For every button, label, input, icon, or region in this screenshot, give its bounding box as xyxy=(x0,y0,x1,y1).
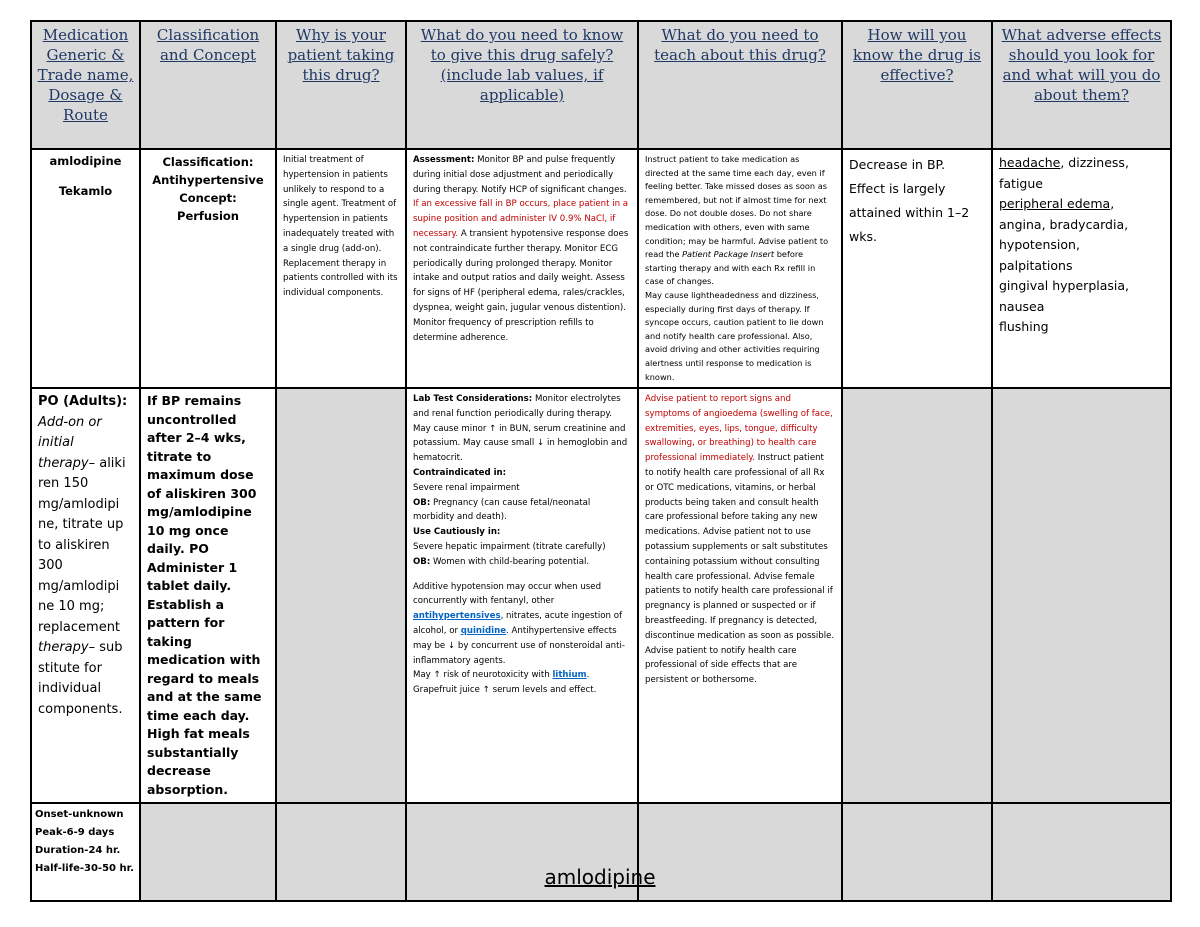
caution-label: Use Cautiously in: xyxy=(413,527,501,538)
cell-safety xyxy=(406,149,638,388)
interaction-text-2: , nitrates, acute ingestion of alcohol, or xyxy=(413,611,622,637)
assessment-text-3: Monitor frequency of prescription refills to determine adherence. xyxy=(413,317,594,343)
interaction-text-1: Additive hypotension may occur when used concurrently with fentanyl, other xyxy=(413,581,602,607)
row-dosage xyxy=(31,388,1171,803)
link-quinidine[interactable]: quinidine xyxy=(460,626,507,637)
angioedema-warning: Advise patient to report signs and symptoms of angioedema (swelling of face, extremities, eyes, lips, tongue, difficulty swallowing, or breathing) to health care professional immediately. xyxy=(645,394,833,464)
header-teaching: What do you need to teach about this drug? xyxy=(638,21,842,149)
why-text: Initial treatment of hypertension in patients unlikely to respond to a single agent. Treatment of hypertension in patients inadequately treated with a single drug (add-on). Replacement therapy in patients controlled with its individual components. xyxy=(283,155,398,299)
effective-text: Decrease in BP. Effect is largely attained within 1–2 wks. xyxy=(849,157,970,244)
halflife-text: Half-life-30-50 hr. xyxy=(35,863,134,875)
adverse-hypotension: hypotension, xyxy=(999,237,1080,252)
cell-empty xyxy=(276,388,406,803)
trade-name: Tekamlo xyxy=(58,184,113,198)
cell-empty xyxy=(842,388,992,803)
link-lithium[interactable]: lithium xyxy=(552,670,587,681)
medication-card-table xyxy=(30,20,1172,902)
caution-text: Severe hepatic impairment (titrate carefully) xyxy=(413,542,606,553)
cell-why xyxy=(276,149,406,388)
administration-text: PO Administer 1 tablet daily. Establish a pattern for taking medication with regard to meals and at the same time each day. High fat meals substantially decrease absorption. xyxy=(147,541,262,797)
lab-label: Lab Test Considerations: xyxy=(413,394,533,405)
link-antihypertensives[interactable]: antihypertensives xyxy=(413,611,501,622)
cell-effective xyxy=(842,149,992,388)
header-safety: What do you need to know to give this drug safely? (include lab values, if applicable) xyxy=(406,21,638,149)
footer-drug-name: amlodipine xyxy=(544,865,656,889)
assessment-text-2: A transient hypotensive response does not contraindicate further therapy. Monitor ECG periodically during prolonged therapy. Monitor intake and output ratios and daily weight. Assess for signs of HF (peripheral edema, rales/crackles, dyspnea, weight gain, jugular venous distention). xyxy=(413,228,629,313)
interaction-text-6: Grapefruit juice ↑ serum levels and effect. xyxy=(413,685,597,696)
adverse-flushing: flushing xyxy=(999,319,1049,334)
teach-insert: Patient Package Insert xyxy=(682,249,775,260)
peak-text: Peak-6-9 days xyxy=(35,827,115,839)
adverse-angina: angina, bradycardia, xyxy=(999,216,1129,232)
lab-text: Monitor electrolytes and renal function periodically during therapy. May cause minor ↑ in BUN, serum creatinine and potassium. May cause small ↓ in hemoglobin and hematocrit. xyxy=(413,394,628,464)
teach-text-2: before starting therapy and with each Rx refill in case of changes. xyxy=(645,249,816,287)
titration-text: If BP remains uncontrolled after 2–4 wks, titrate to maximum dose of aliskiren 300 mg/amlodipine 10 mg once daily. xyxy=(147,393,257,557)
generic-name: amlodipine xyxy=(49,154,122,168)
adverse-edema: peripheral edema xyxy=(999,196,1111,211)
cell-adverse xyxy=(992,149,1171,388)
header-classification: Classification and Concept xyxy=(140,21,276,149)
row-drug-info xyxy=(31,149,1171,388)
interaction-text-3: . Antihypertensive effects may be ↓ by concurrent use of nonsteroidal anti-inflammatory agents. xyxy=(413,626,625,666)
interaction-text-5: . xyxy=(586,670,590,681)
header-effective: How will you know the drug is effective? xyxy=(842,21,992,149)
teaching-text: Instruct patient to notify health care professional of all Rx or OTC medications, vitamins, or herbal products being taken and consult health care professional before taking any new medications. Advise patient not to use potassium supplements or salt substitutes containing potassium without consulting health care professional. Advise female patients to notify health care professional if pregnancy is planned or suspected or if breastfeeding. If pregnancy is detected, discontinue medication as soon as possible. Advise patient to notify health care professional of side effects that are persistent or bothersome. xyxy=(645,453,835,686)
header-why: Why is your patient taking this drug? xyxy=(276,21,406,149)
ob-label: OB: xyxy=(413,497,431,508)
adverse-text: , dizziness, fatigue xyxy=(999,155,1129,191)
cell-empty xyxy=(992,388,1171,803)
po-text-1: – aliki ren 150 mg/amlodipi ne, titrate up to aliskiren 300 mg/amlodipi ne 10 mg; replacement xyxy=(38,455,126,635)
ob-text: Pregnancy (can cause fetal/neonatal morbidity and death). xyxy=(413,497,591,523)
header-row xyxy=(31,21,1171,149)
teach-text-3: May cause lightheadedness and dizziness, especially during first days of therapy. If syncope occurs, caution patient to lie down and notify health care professional. Also, avoid driving and other activities requiring alertness until response to medication is known. xyxy=(645,289,824,382)
classification-label: Classification: xyxy=(162,155,254,169)
contraindicated-text: Severe renal impairment xyxy=(413,482,520,493)
po-italic-2: therapy xyxy=(38,640,89,656)
adverse-headache: headache xyxy=(999,155,1061,170)
po-italic-1: Add-on or initial therapy xyxy=(38,414,102,471)
ob2-label: OB: xyxy=(413,556,431,567)
assessment-warning: If an excessive fall in BP occurs, place patient in a supine position and administer IV 0.9% NaCl, if necessary. xyxy=(413,199,629,239)
header-adverse: What adverse effects should you look for and what will you do about them? xyxy=(992,21,1171,149)
po-label: PO (Adults): xyxy=(38,394,128,410)
teach-text: Instruct patient to take medication as directed at the same time each day, even if feeling better. Take missed doses as soon as remembered, but not if almost time for next dose. Do not double doses. Do not share medication with others, even with same condition; may be harmful. Advise patient to read the xyxy=(645,154,829,260)
contraindicated-label: Contraindicated in: xyxy=(413,468,507,479)
ob2-text: Women with child-bearing potential. xyxy=(433,556,590,567)
concept-value: Perfusion xyxy=(177,209,239,223)
classification-value: Antihypertensive xyxy=(152,173,264,187)
concept-label: Concept: xyxy=(179,191,237,205)
po-text-2: – sub stitute for individual components. xyxy=(38,640,123,717)
cell-drug-names xyxy=(31,149,140,388)
onset-text: Onset-unknown xyxy=(35,809,124,821)
cell-lab-considerations xyxy=(406,388,638,803)
adverse-palpitations: palpitations xyxy=(999,257,1073,273)
cell-teaching xyxy=(638,149,842,388)
duration-text: Duration-24 hr. xyxy=(35,845,121,857)
cell-titration xyxy=(140,388,276,803)
header-medication: Medication Generic & Trade name, Dosage & Route xyxy=(31,21,140,149)
adverse-gingival: gingival hyperplasia, xyxy=(999,278,1130,293)
adverse-comma: , xyxy=(1110,196,1115,211)
assessment-label: Assessment: xyxy=(413,155,475,165)
assessment-text: Monitor BP and pulse frequently during initial dose adjustment and periodically during therapy. Notify HCP of significant changes. xyxy=(413,155,627,195)
interaction-text-4: May ↑ risk of neurotoxicity with xyxy=(413,670,550,681)
cell-classification xyxy=(140,149,276,388)
adverse-nausea: nausea xyxy=(999,298,1045,314)
cell-dosage xyxy=(31,388,140,803)
cell-teaching-2 xyxy=(638,388,842,803)
interactions-block xyxy=(413,580,631,698)
